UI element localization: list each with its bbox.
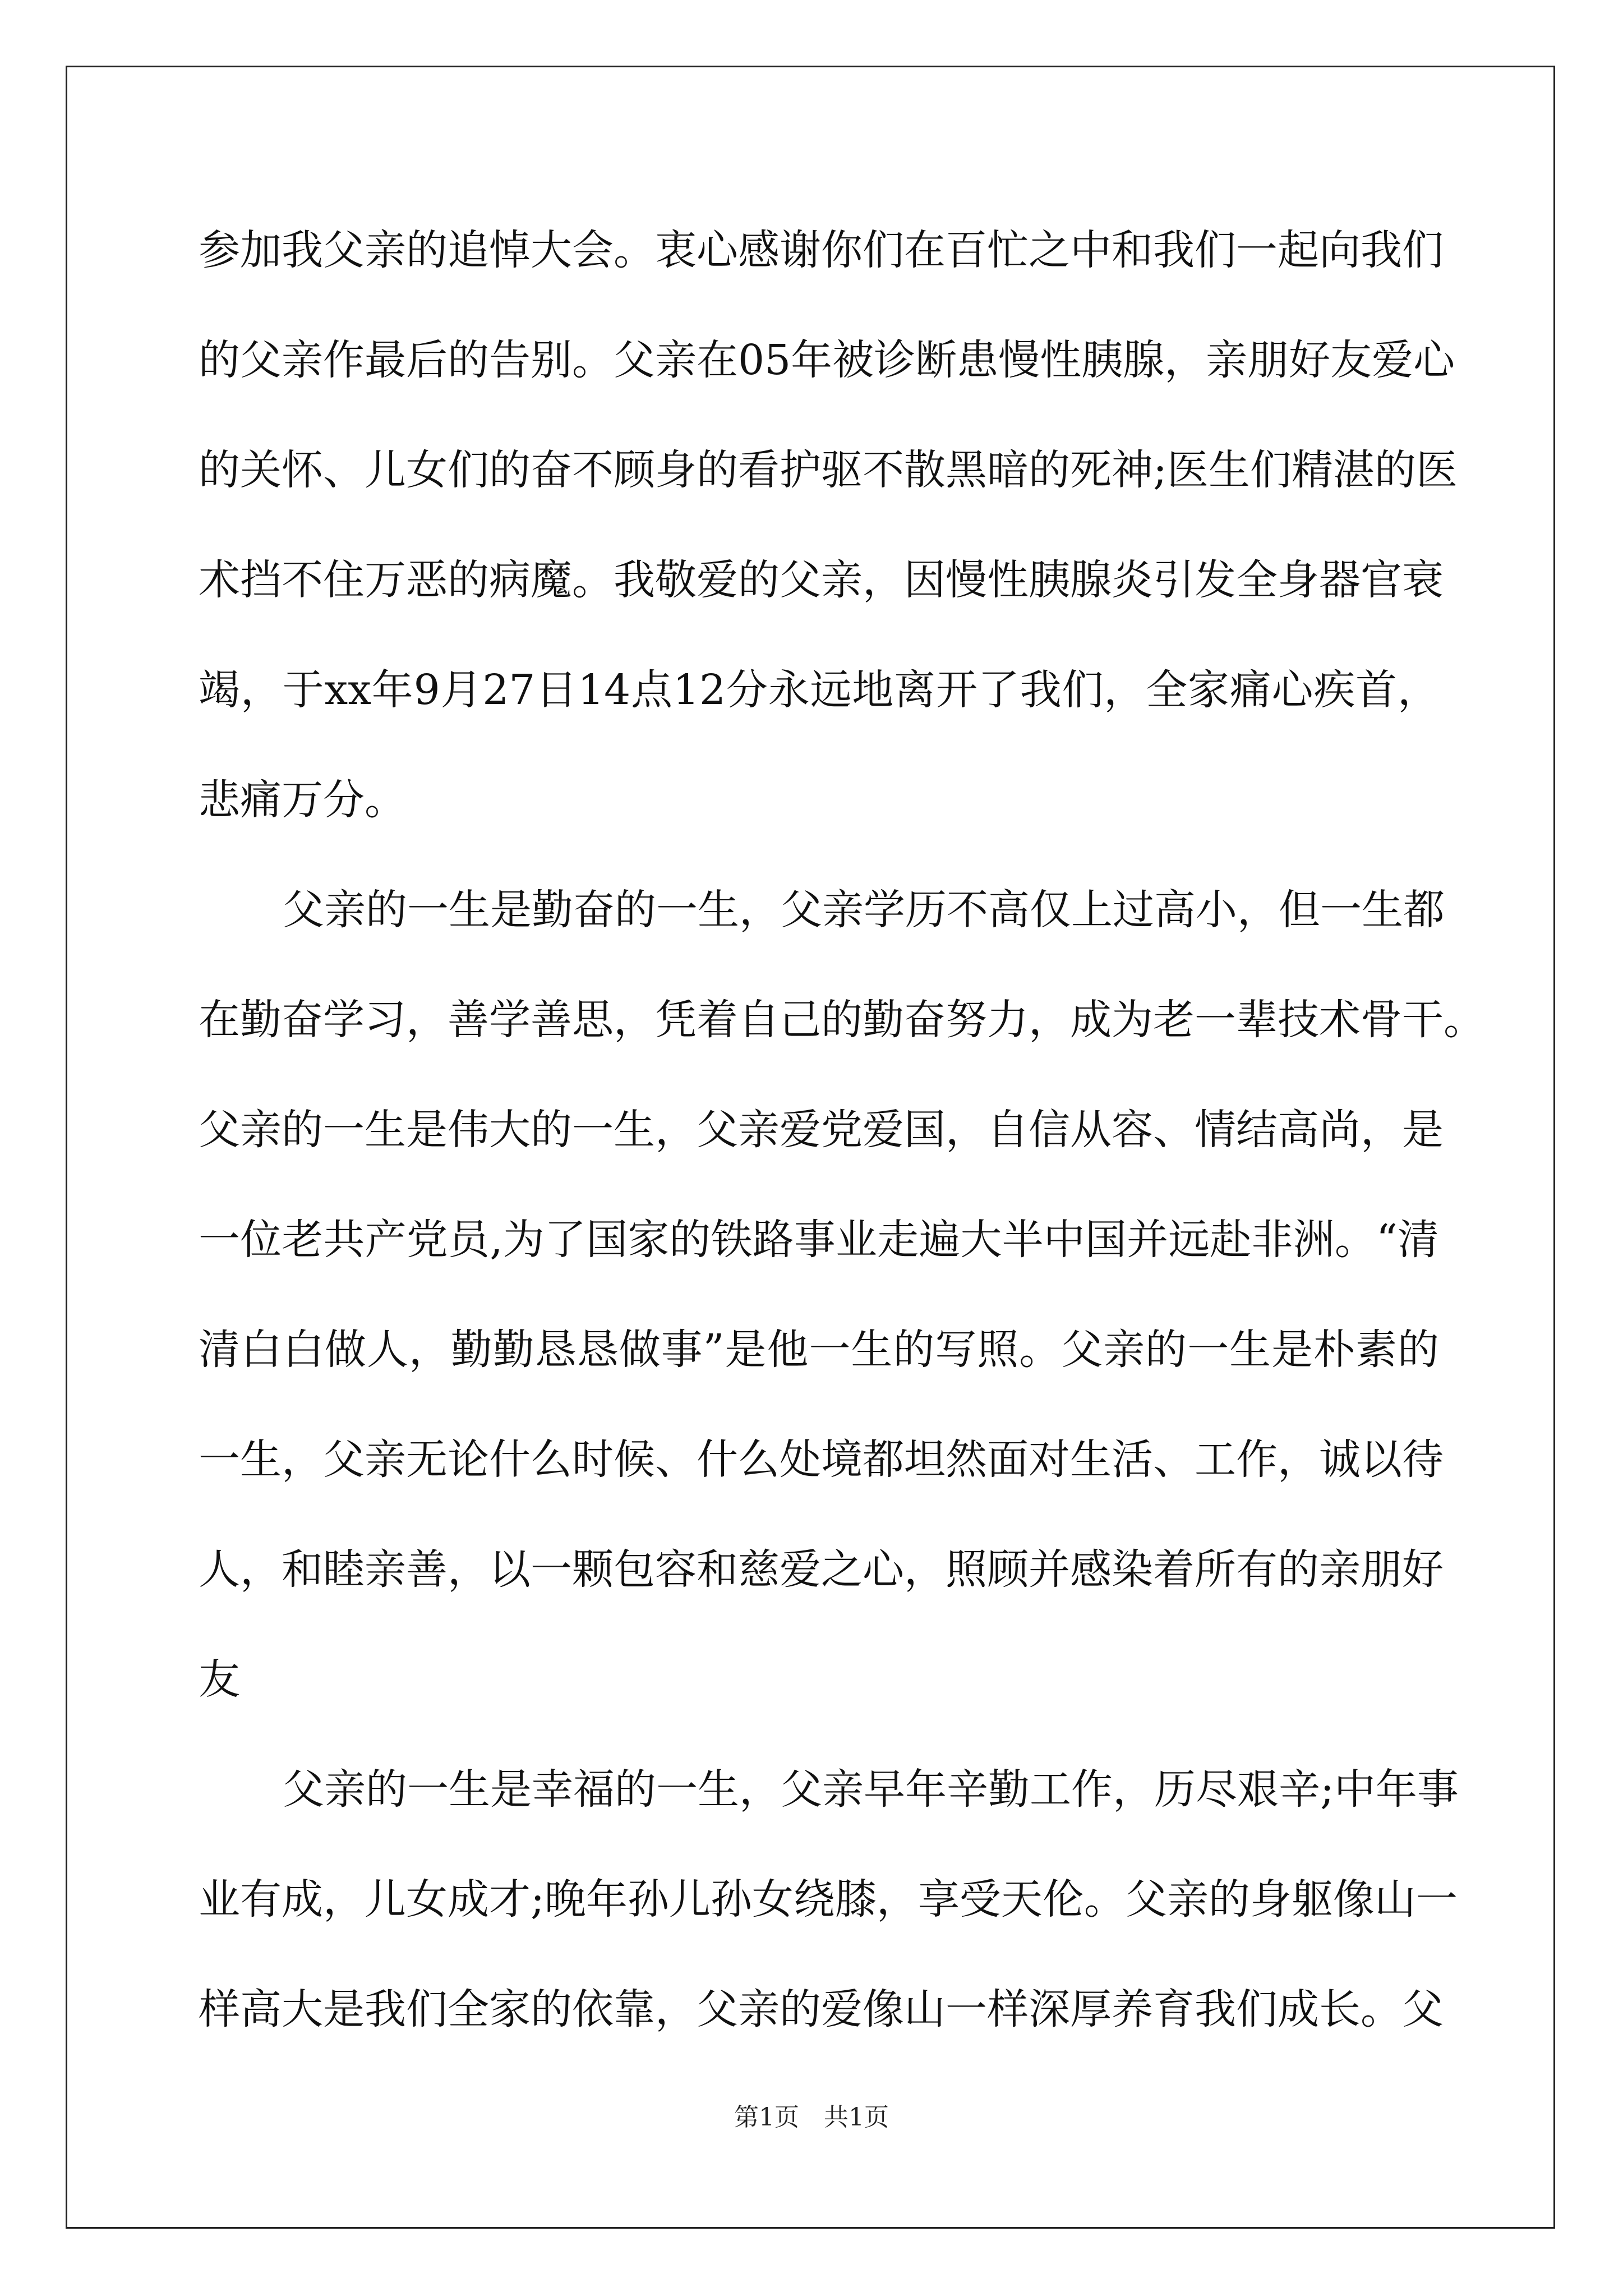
text-line: 人，和睦亲善，以一颗包容和慈爱之心，照顾并感染着所有的亲朋好 <box>199 1545 1444 1594</box>
text-line: 在勤奋学习，善学善思，凭着自己的勤奋努力，成为老一辈技术骨干。 <box>199 996 1485 1044</box>
text-line: 清白白做人，勤勤恳恳做事”是他一生的写照。父亲的一生是朴素的 <box>199 1326 1439 1374</box>
text-line: 父亲的一生是幸福的一生，父亲早年辛勤工作，历尽艰辛;中年事 <box>283 1765 1459 1814</box>
text-line: 一位老共产党员,为了国家的铁路事业走遍大半中国并远赴非洲。“清 <box>199 1216 1439 1264</box>
text-line: 父亲的一生是伟大的一生，父亲爱党爱国，自信从容、情结高尚，是 <box>199 1106 1444 1154</box>
document-body <box>199 222 1485 2091</box>
text-line: 友 <box>199 1655 240 1704</box>
text-line: 业有成，儿女成才;晚年孙儿孙女绕膝，享受天伦。父亲的身躯像山一 <box>199 1875 1458 1924</box>
text-line: 术挡不住万恶的病魔。我敬爱的父亲，因慢性胰腺炎引发全身器官衰 <box>199 556 1444 604</box>
text-line: 的父亲作最后的告别。父亲在05年被诊断患慢性胰腺，亲朋好友爱心 <box>199 336 1455 384</box>
text-line: 的关怀、儿女们的奋不顾身的看护驱不散黑暗的死神;医生们精湛的医 <box>199 446 1458 494</box>
text-line: 父亲的一生是勤奋的一生，父亲学历不高仅上过高小，但一生都 <box>283 886 1445 934</box>
text-line: 竭，于xx年9月27日14点12分永远地离开了我们，全家痛心疾首， <box>199 666 1439 714</box>
text-line: 样高大是我们全家的依靠，父亲的爱像山一样深厚养育我们成长。父 <box>199 1985 1444 2033</box>
text-line: 一生，父亲无论什么时候、什么处境都坦然面对生活、工作，诚以待 <box>199 1435 1444 1484</box>
text-line: 参加我父亲的追悼大会。衷心感谢你们在百忙之中和我们一起向我们 <box>199 226 1444 274</box>
page-footer: 第1页 共1页 <box>734 2103 889 2132</box>
text-line: 悲痛万分。 <box>199 776 406 824</box>
